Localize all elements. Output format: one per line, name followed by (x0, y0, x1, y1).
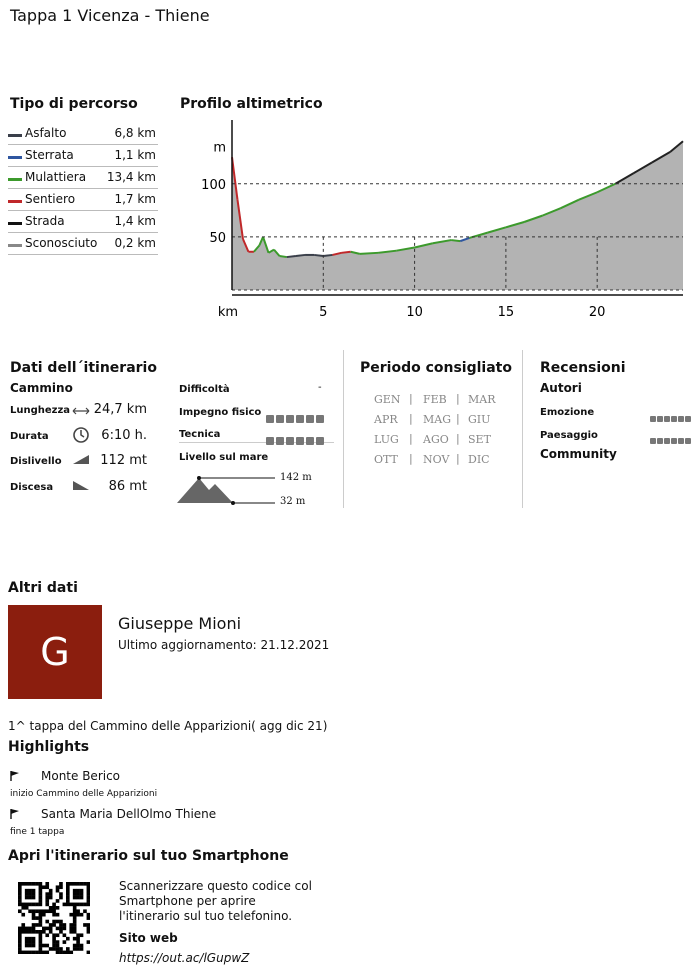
arrows-icon (72, 406, 90, 416)
length-label: Lunghezza (10, 405, 71, 416)
legend-row (8, 144, 158, 167)
highlight-note: inizio Cammino delle Apparizioni (10, 789, 158, 799)
x-axis-label: km (217, 305, 239, 320)
legend-swatch (8, 222, 22, 225)
itinerary-sub: Cammino (10, 381, 73, 395)
smartphone-heading: Apri l'itinerario sul tuo Smartphone (8, 848, 289, 864)
month-separator: | (409, 432, 413, 445)
month-separator: | (456, 412, 460, 425)
month-separator: | (456, 452, 460, 465)
legend-swatch (8, 156, 22, 159)
legend-swatch (8, 134, 22, 137)
qr-code[interactable] (18, 882, 90, 954)
avatar (8, 605, 102, 699)
legend-row (8, 188, 158, 211)
reviews-heading: Recensioni (540, 360, 626, 376)
technique-label: Tecnica (179, 429, 221, 440)
mountain-icon (175, 470, 285, 510)
divider (343, 350, 344, 508)
description: 1^ tappa del Cammino delle Apparizioni( agg dic 21) (8, 719, 328, 733)
chart-title: Profilo altimetrico (180, 96, 323, 112)
flag-icon (10, 770, 20, 782)
legend-value: 1,4 km (114, 214, 156, 228)
month-giu: GIU (468, 413, 491, 426)
legend-row (8, 232, 158, 255)
avatar-letter: G (40, 630, 70, 674)
landscape-label: Paesaggio (540, 430, 598, 441)
legend-value: 1,1 km (114, 148, 156, 162)
x-tick-label: 15 (497, 305, 515, 320)
elevation-area (232, 141, 683, 290)
legend-swatch (8, 200, 22, 203)
landscape-rating (650, 429, 692, 437)
month-separator: | (409, 392, 413, 405)
month-feb: FEB (423, 393, 447, 406)
technique-rating (266, 430, 326, 438)
highlight-name: Santa Maria DellOlmo Thiene (41, 807, 217, 821)
elevation-chart (170, 115, 690, 325)
period-heading: Periodo consigliato (360, 360, 512, 376)
legend-name: Sterrata (25, 148, 74, 162)
month-gen: GEN (374, 393, 401, 406)
profile-segment (451, 240, 460, 241)
x-tick-label: 20 (588, 305, 606, 320)
month-ago: AGO (423, 433, 449, 446)
legend-name: Mulattiera (25, 170, 87, 184)
altitude-label: Livello sul mare (179, 452, 269, 463)
authors-label: Autori (540, 381, 582, 395)
website-label: Sito web (119, 931, 178, 945)
author-name: Giuseppe Mioni (118, 614, 242, 633)
legend-name: Strada (25, 214, 65, 228)
legend-value: 6,8 km (114, 126, 156, 140)
legend-name: Asfalto (25, 126, 67, 140)
profile-segment (279, 256, 286, 257)
effort-label: Impegno fisico (179, 407, 262, 418)
y-tick-label: 100 (201, 177, 226, 193)
ascent-icon (72, 453, 90, 465)
legend-swatch (8, 244, 22, 247)
flag-icon (10, 808, 20, 820)
month-separator: | (456, 432, 460, 445)
difficulty-value: - (318, 382, 322, 393)
difficulty-label: Difficoltà (179, 384, 230, 395)
highlight-name: Monte Berico (41, 769, 121, 783)
month-lug: LUG (374, 433, 399, 446)
itinerary-heading: Dati dell´itinerario (10, 360, 157, 376)
last-updated: Ultimo aggiornamento: 21.12.2021 (118, 638, 330, 652)
highlight-note: fine 1 tappa (10, 827, 65, 837)
route-type-heading: Tipo di percorso (10, 96, 138, 112)
month-mar: MAR (468, 393, 496, 406)
min-altitude: 32 m (280, 496, 306, 507)
legend-value: 13,4 km (106, 170, 156, 184)
emotion-label: Emozione (540, 407, 595, 418)
profile-segment (296, 255, 305, 256)
profile-segment (287, 256, 296, 257)
legend-row (8, 166, 158, 189)
ascent-value: 112 mt (100, 453, 147, 468)
emotion-rating (650, 407, 692, 415)
effort-rating (266, 408, 326, 416)
legend-swatch (8, 178, 22, 181)
highlights-heading: Highlights (8, 739, 90, 755)
length-value: 24,7 km (93, 402, 147, 417)
month-set: SET (468, 433, 491, 446)
qr-modules (18, 882, 90, 954)
profile-segment (342, 252, 351, 253)
website-link[interactable]: https://out.ac/lGupwZ (119, 951, 250, 965)
legend-value: 1,7 km (114, 192, 156, 206)
legend-name: Sentiero (25, 192, 76, 206)
month-dic: DIC (468, 453, 490, 466)
month-mag: MAG (423, 413, 451, 426)
divider (522, 350, 523, 508)
x-tick-label: 10 (406, 305, 423, 320)
month-ott: OTT (374, 453, 398, 466)
profile-segment (360, 253, 378, 254)
profile-segment (323, 255, 332, 256)
month-separator: | (456, 392, 460, 405)
descent-label: Discesa (10, 482, 54, 493)
x-tick-label: 5 (319, 305, 328, 320)
y-tick-label: 50 (209, 230, 226, 246)
duration-label: Durata (10, 431, 49, 442)
month-nov: NOV (423, 453, 450, 466)
legend-row (8, 210, 158, 233)
y-axis-label: m (213, 140, 226, 156)
legend-row (8, 122, 158, 145)
month-separator: | (409, 452, 413, 465)
page-title: Tappa 1 Vicenza - Thiene (10, 6, 210, 25)
duration-value: 6:10 h. (101, 428, 147, 443)
other-heading: Altri dati (8, 580, 78, 596)
max-altitude: 142 m (280, 472, 312, 483)
clock-icon (72, 426, 90, 444)
scan-instructions: Scannerizzare questo codice col Smartphone per aprire l'itinerario sul tuo telefonino. (119, 879, 312, 923)
profile-segment (314, 255, 323, 256)
legend-value: 0,2 km (114, 236, 156, 250)
descent-icon (72, 479, 90, 491)
month-separator: | (409, 412, 413, 425)
ascent-label: Dislivello (10, 456, 62, 467)
month-apr: APR (374, 413, 398, 426)
descent-value: 86 mt (108, 479, 147, 494)
community-label: Community (540, 447, 617, 461)
legend-name: Sconosciuto (25, 236, 98, 250)
